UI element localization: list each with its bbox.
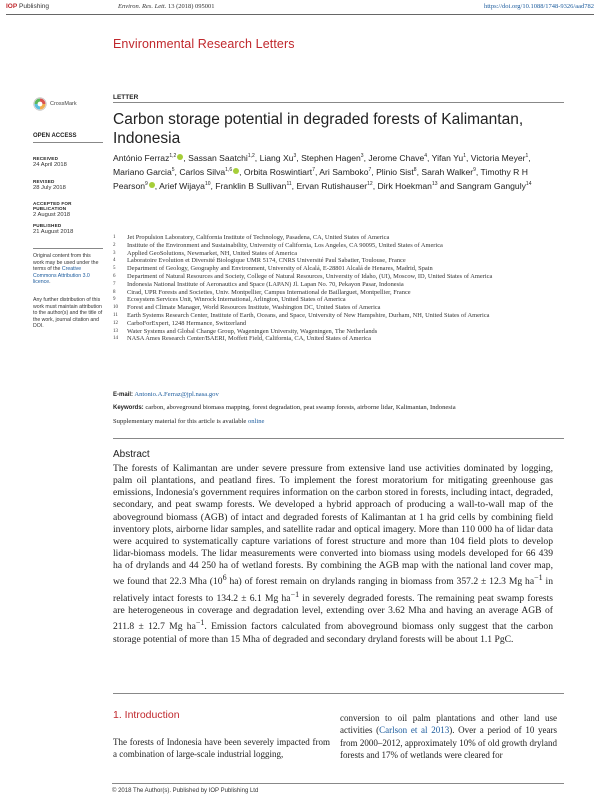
affiliation-number: 5 [113, 266, 116, 272]
author-affiliation-mark: 13 [431, 180, 438, 187]
affiliation-item [113, 296, 543, 304]
body-column-right: conversion to oil palm plantations and other land use activities (Carlson et al 2013). Over a period of 10 years from 2000–2012, approximately 10% of old growth dryland forests and 17% of wetlands were cleared for [340, 713, 557, 760]
author-name: Yifan Yu [431, 152, 464, 163]
title-rule [113, 102, 564, 103]
affiliation-number: 6 [113, 273, 116, 279]
affiliation-item [113, 281, 543, 289]
affiliation-text: Applied GeoSolutions, Newmarket, NH, United States of America [127, 249, 298, 257]
author-affiliation-mark: 11 [286, 180, 292, 187]
affiliation-item [113, 335, 543, 343]
affiliation-number: 11 [113, 312, 118, 318]
date-revised: REVISED 28 July 2018 [33, 179, 66, 191]
corresponding-email: E-mail: Antonio.A.Ferraz@jpl.nasa.gov [113, 391, 219, 398]
author-affiliation-mark: 9 [473, 166, 476, 173]
author-name: Stephen Hagen [301, 152, 361, 163]
journal-name: Environmental Research Letters [113, 37, 295, 51]
affiliation-number: 14 [113, 336, 118, 342]
body-column-left: The forests of Indonesia have been severely impacted from a combination of large-scale industrial logging, [113, 737, 330, 760]
doi-link[interactable]: https://doi.org/10.1088/1748-9326/aad782 [483, 3, 594, 10]
author-affiliation-mark: 1,2 [169, 153, 177, 159]
affiliation-number: 1 [113, 235, 116, 240]
supplementary-link[interactable]: online [247, 418, 265, 425]
affiliation-text: Water Systems and Global Change Group, Wageningen University, Wageningen, The Netherlands [127, 327, 378, 335]
author-name: António Ferraz [113, 152, 170, 163]
journal-citation: Environ. Res. Lett. 13 (2018) 095001 [118, 3, 215, 10]
header-rule [6, 14, 594, 15]
distribution-note: Any further distribution of this work must maintain attribution to the author(s) and the title of the work, journal citation and DOI. [33, 297, 103, 329]
author-affiliation-mark: 4 [424, 153, 428, 159]
abstract-end-rule [113, 693, 564, 694]
affiliation-number: 7 [113, 281, 116, 287]
affiliation-text: Institute of the Environment and Sustainability, University of California, Los Angeles, CA 90095, United States of America [127, 241, 443, 249]
affiliation-text: Forest and Climate Manager, World Resources Institute, Washington DC, United States of America [127, 304, 381, 312]
author-affiliation-mark: 1,2 [247, 153, 255, 159]
affiliation-number: 10 [113, 305, 118, 311]
author-affiliation-mark: 8 [413, 166, 417, 173]
author-name: Carlos Silva [179, 166, 226, 177]
author-affiliation-mark: 3 [293, 153, 297, 159]
keywords: Keywords: carbon, aboveground biomass mapping, forest degradation, peat swamp forests, airborne lidar, Kalimantan, Indonesia [113, 404, 456, 411]
orcid-icon[interactable] [177, 154, 183, 160]
email-link[interactable]: Antonio.A.Ferraz@jpl.nasa.gov [134, 391, 219, 398]
author-affiliation-mark: 1 [463, 153, 466, 159]
author-affiliation-mark: 10 [204, 180, 211, 187]
affiliation-text: Laboratoire Evolution et Diversité Biologique UMR 5174, CNRS Université Paul Sabatier, Toulouse, France [127, 257, 406, 265]
affiliation-item [113, 328, 543, 336]
affiliation-text: CarboForExpert, 1248 Hermance, Switzerland [127, 319, 247, 327]
affiliation-item [113, 289, 543, 297]
affiliation-text: Ecosystem Services Unit, Winrock International, Arlington, United States of America [127, 296, 346, 304]
author-name: Jerome Chave [368, 152, 425, 163]
affiliation-text: Jet Propulsion Laboratory, California Institute of Technology, Pasadena, CA, United States of America [127, 234, 390, 241]
author-affiliation-mark: 12 [367, 180, 373, 187]
author-affiliation-mark: 3 [360, 153, 364, 159]
open-access-label: OPEN ACCESS [33, 133, 77, 139]
affiliation-text: Indonesia National Institute of Aeronautics and Space (LAPAN) Jl. Lapan No. 70, Pekayon Pasar, Indonesia [127, 280, 404, 288]
section-heading: 1. Introduction [113, 709, 180, 721]
affiliation-text: Cirad, UPR Forests and Societies, Univ. Montpellier, Campus International de Baillarguet, Montpellier, France [127, 288, 411, 296]
author-name: Liang Xu [259, 152, 294, 163]
abstract-rule [113, 438, 564, 439]
affiliation-item [113, 304, 543, 312]
author-name: Ari Samboko [319, 166, 369, 177]
date-accepted: ACCEPTED FOR PUBLICATION 2 August 2018 [33, 201, 72, 218]
crossmark-label: CrossMark [50, 101, 77, 107]
affiliation-list [113, 234, 543, 343]
affiliation-text: Department of Natural Resources and Society, College of Natural Resources, University of Idaho, (UI), Moscow, ID, United States of America [127, 272, 493, 280]
copyright-footer: © 2018 The Author(s). Published by IOP Publishing Ltd [112, 788, 259, 794]
date-published: PUBLISHED 21 August 2018 [33, 223, 74, 235]
author-affiliation-mark: 14 [525, 180, 532, 187]
affiliation-number: 2 [113, 242, 116, 248]
affiliation-number: 3 [113, 250, 116, 256]
affiliation-item [113, 320, 543, 328]
citation-link[interactable]: Carlson et al 2013 [379, 725, 450, 736]
affiliation-item [113, 257, 543, 265]
author-name: Ervan Rutishauser [296, 180, 368, 191]
affiliation-item [113, 312, 543, 320]
author-affiliation-mark: 5 [171, 166, 175, 173]
publisher-logo[interactable]: IOP Publishing [6, 3, 50, 10]
author-name: Sangram Ganguly [456, 180, 526, 191]
license-link[interactable]: Creative Commons Attribution 3.0 licence [33, 266, 90, 285]
crossmark-badge[interactable] [33, 97, 93, 111]
affiliation-number: 12 [113, 320, 118, 326]
author-name: Plinio Sist [376, 166, 414, 177]
affiliation-number: 8 [113, 289, 116, 295]
author-affiliation-mark: 7 [368, 166, 372, 173]
orcid-icon[interactable] [149, 182, 155, 188]
author-name: Arief Wijaya [159, 180, 205, 191]
author-name: Orbita Roswintiart [243, 166, 313, 177]
affiliation-item [113, 234, 543, 242]
orcid-icon[interactable] [233, 168, 239, 174]
author-affiliation-mark: 1,6 [225, 166, 233, 173]
affiliation-item [113, 265, 543, 273]
affiliation-number: 9 [113, 297, 116, 303]
affiliation-text: NASA Ames Research Center/BAERI, Moffett Field, California, CA, United States of America [127, 335, 371, 343]
author-name: Mariano Garcia [113, 166, 172, 177]
footer-rule [112, 783, 564, 784]
author-name: Sarah Walker [421, 166, 474, 177]
crossmark-icon [33, 97, 47, 111]
affiliation-item [113, 250, 543, 258]
license-note: Original content from this work may be used under the terms of the Creative Commons Attribution 3.0 licence. [33, 253, 99, 285]
author-name: Sassan Saatchi [188, 152, 248, 163]
date-received: RECEIVED 24 April 2018 [33, 156, 67, 168]
author-name: Franklin B Sullivan [215, 180, 287, 191]
affiliation-text: Department of Geology, Geography and Environment, University of Alcalá, E-28801 Alcalá de Henares, Madrid, Spain [127, 265, 433, 273]
author-name: Timothy R H Pearson [113, 166, 528, 191]
supplementary-note: Supplementary material for this article is available online [113, 418, 265, 425]
affiliation-text: Earth Systems Research Center, Institute of Earth, Oceans, and Space, University of New Hampshire, Durham, NH, United States of America [127, 311, 490, 319]
author-affiliation-mark: 7 [312, 166, 315, 173]
abstract-heading: Abstract [113, 449, 150, 460]
author-list: António Ferraz$^{1,2}$ , Sassan Saatchi$^{1,2}$, Liang Xu$^3$, Stephen Hagen$^3$, Jerome Chave$^4$, Yifan Yu$^1$, Victoria Meyer$^1$, Mariano Garcia$^5$, Carlos Silva$^{1,6}$ , Orbita Roswintiart$^7$, Ari Samboko$^7$, Plinio Sist$^8$, Sarah Walker$^9$, Timothy R H Pearson$^9$ , Arief Wijaya$^{10}$, Franklin B Sullivan$^{11}$, Ervan Rutishauser$^{12}$, Dirk Hoekman$^{13}$ and Sangram Ganguly$^{14}$ [113, 152, 532, 191]
article-type: LETTER [113, 94, 139, 101]
article-title: Carbon storage potential in degraded forests of Kalimantan, Indonesia [113, 111, 524, 147]
author-name: Victoria Meyer [470, 152, 526, 163]
sidebar-rule [33, 248, 103, 249]
affiliation-number: 13 [113, 328, 118, 334]
affiliation-number: 4 [113, 258, 116, 264]
affiliation-item [113, 242, 543, 250]
author-affiliation-mark: 1 [525, 153, 529, 159]
abstract-text: The forests of Kalimantan are under severe pressure from extensive land use activities dominated by logging, palm oil plantations, and peatland fires. To implement the forest moratorium for mitigating greenhouse gas emissions, Indonesia's government requires information on the carbon stored in forests, including intact, degraded, secondary, and peat swamp forests. We developed a hybrid approach of producing a wall-to-wall map of the aboveground biomass (AGB) of intact and degraded forests of Kalimantan at 1 ha grid cells by combining field inventory plots, airborne lidar samples, and satellite radar and optical imagery. More than 110 000 ha of lidar data were acquired to systematically capture variations of forest structure and more than 104 field plots to develop lidar-biomass models. The lidar measurements were converted into biomass using models developed for 66 439 ha of drylands and 44 250 ha of wetland forests. By combining the AGB map with the national land cover map, we found that 22.3 Mha ($10^6$ ha) of forest remain on drylands ranging in biomass from 357.2 ± 12.3 Mg $ha^{-1}$ in relatively intact forests to 134.2 ± 6.1 Mg $ha^{-1}$ in severely degraded forests. The remaining peat swamp forests are heterogeneous in coverage and degradation level, extending over 3.62 Mha and having an average AGB of 211.8 ± 12.7 Mg $ha^{-1}$. Emission factors calculated from aboveground biomass only suggest that the carbon storage potential of more than 15 Mha of degraded and secondary dryland forests will be about 1.1 PgC. [113, 463, 554, 645]
author-name: Dirk Hoekman [377, 180, 432, 191]
affiliation-item [113, 273, 543, 281]
author-affiliation-mark: 9 [145, 180, 148, 187]
sidebar-rule [33, 142, 103, 143]
